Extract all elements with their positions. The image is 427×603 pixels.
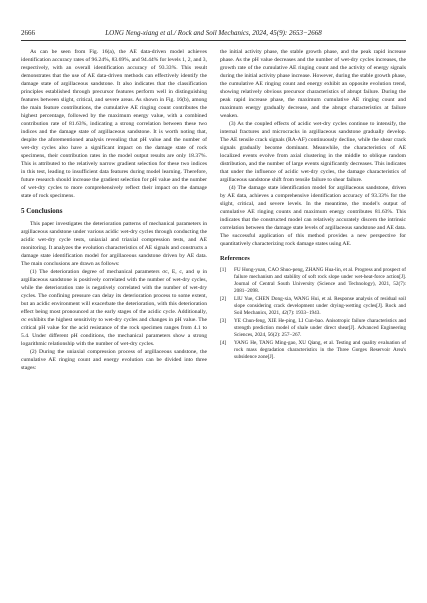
conclusion-2-end: the initial activity phase, the stable growth phase, and the peak rapid increase phase. As the pH value decreases and the number of wet-dry cycles increases, the growth rate of the cumulative AE ringing count and the activity of energy signals during the initial activity phase increase. However, during the stable growth phase, the cumulative AE ringing count and energy exhibit an opposite evolution trend, showing relatively obvious precursor characteristics of abrupt failure. During the peak rapid increase phase, the maximum cumulative AE ringing count and maximum energy gradually decrease, and the abrupt characteristics at failure weaken.	[220, 49, 406, 119]
conclusion-2-start: (2) During the uniaxial compression process of argillaceous sandstone, the cumulative AE ringing count and energy evolution can be divided into three stages:	[21, 349, 207, 371]
page-number: 2666	[21, 29, 35, 37]
reference-item	[220, 318, 406, 339]
reference-item	[220, 296, 406, 317]
running-head: LONG Neng-xiang et al./ Rock and Soil Mechanics, 2024, 45(9): 2653−2668	[105, 29, 322, 37]
conclusions-intro: This paper investigates the deterioration patterns of mechanical parameters in argillaceous sandstone under various acidic wet-dry cycles through conducting the acidic wet-dry cycle tests, uniaxial and triaxial compression tests, and AE monitoring. It analyzes the evolution characteristics of AE signals and constructs a damage state identification model for argillaceous sandstone driven by AE data. The main conclusions are drawn as follows:	[21, 221, 207, 267]
reference-text: YE Chun-feng, XIE He-ping, LI Cun-bao. Anisotropic failure characteristics and strength prediction model of shale under direct shear[J]. Advanced Engineering Sciences, 2024, 56(2): 257−267.	[234, 317, 406, 339]
page-header	[21, 28, 406, 41]
conclusion-4: (4) The damage state identification model for argillaceous sandstone, driven by AE data, achieves a comprehensive identification accuracy of 93.33% for the slight, critical, and severe levels. In the meantime, the model's output of cumulative AE ringing counts and maximum energy contributes 81.63%. This indicates that the constructed model can relatively accurately discern the intrinsic correlation between the damage state levels of argillaceous sandstone and AE data. The successful application of this method provides a new perspective for quantitatively characterizing rock damage states using AE.	[220, 185, 406, 247]
reference-text: YANG He, TANG Ming-gao, XU Qiang, et al. Testing and quality evaluation of rock mass degradation characteristics in the Three Gorges Reservoir Area's subsidence zone[J].	[234, 339, 406, 360]
reference-text: FU Hong-yuan, CAO Shuo-peng, ZHANG Hua-lin, et al. Progress and prospect of failure mechanism and stability of soft rock slope under wet-heat-force action[J]. Journal of Central South University (Science and Technology), 2021, 52(7): 2081−2098.	[234, 267, 406, 295]
references-title: References	[220, 255, 250, 262]
reference-list	[220, 267, 406, 361]
reference-item	[220, 340, 406, 361]
reference-text: LIU Yue, CHEN Dong-xia, WANG Hui, et al. Response analysis of residual soil slope considering crack development under drying-wetting cycles[J]. Rock and Soil Mechanics, 2021, 42(7): 1933−1943.	[234, 295, 406, 317]
reference-number: [1]	[220, 267, 227, 273]
left-column	[21, 48, 207, 372]
reference-number: [4]	[220, 339, 227, 346]
conclusion-3: (3) As the coupled effects of acidic wet-dry cycles continue to intensify, the internal fractures and microcracks in argillaceous sandstone gradually develop. The AE tensile crack signals (RA-AF) continuously decline, while the shear crack signals gradually become dominant. Meanwhile, the characteristics of AE localized events evolve from axial clustering in the middle to oblique random distribution, and the number of large events significantly decreases. This indicates that under the influence of acidic wet-dry cycles, the damage characteristics of argillaceous sandstone shift from tensile failure to shear failure.	[220, 121, 406, 183]
results-paragraph: As can be seen from Fig. 16(a), the AE data-driven model achieves identification accuracy rates of 96.24%, 83.69%, and 94.44% for levels 1, 2, and 3, respectively, with an overall identification accuracy of 93.33%. This result demonstrates that the use of AE data-driven methods can effectively identify the damage state of argillaceous sandstone. It also indicates that the classification principles established through precursor features perform well in distinguishing features between slight, critical, and severe areas. As shown in Fig. 16(b), among the main feature contributions, the cumulative AE ringing count contributes the highest percentage, followed by the maximum energy value, with a combined contribution rate of 81.63%, indicating a strong correlation between these two indices and the damage state of argillaceous sandstone. It is worth noting that, despite the aforementioned analysis revealing that pH value and the number of wet-dry cycles also have a significant impact on the damage state of rock specimens, their contribution rates in the model output results are only 18.37%. This is attributed to the relatively narrow gradient selection for these two indices in this test, leading to insufficient data features during model learning. Therefore, future research should increase the gradient selection for pH value and the number of wet-dry cycles to more comprehensively reflect their impact on the damage state of rock specimens.	[21, 49, 207, 199]
section-title-conclusions: 5 Conclusions	[21, 207, 63, 215]
reference-number: [3]	[220, 317, 227, 324]
conclusion-1: (1) The deterioration degree of mechanical parameters σc, E, c, and φ in argillaceous sandstone is positively correlated with the number of wet-dry cycles, while the deterioration rate is negatively correlated with the number of wet-dry cycles. The confining pressure can delay its deterioration process to some extent, but an acidic environment will exacerbate the deterioration, with this deterioration effect being most pronounced at the early stages of the acidic cycle. Additionally, σc exhibits the highest sensitivity to wet-dry cycles and changes in pH value. The critical pH value for the acid resistance of the rock specimen ranges from 4.1 to 5.4. Under different pH conditions, the mechanical parameters show a strong logarithmic relationship with the number of wet-dry cycles.	[21, 269, 207, 347]
reference-number: [2]	[220, 295, 227, 302]
right-column	[220, 48, 406, 362]
reference-item	[220, 267, 406, 295]
